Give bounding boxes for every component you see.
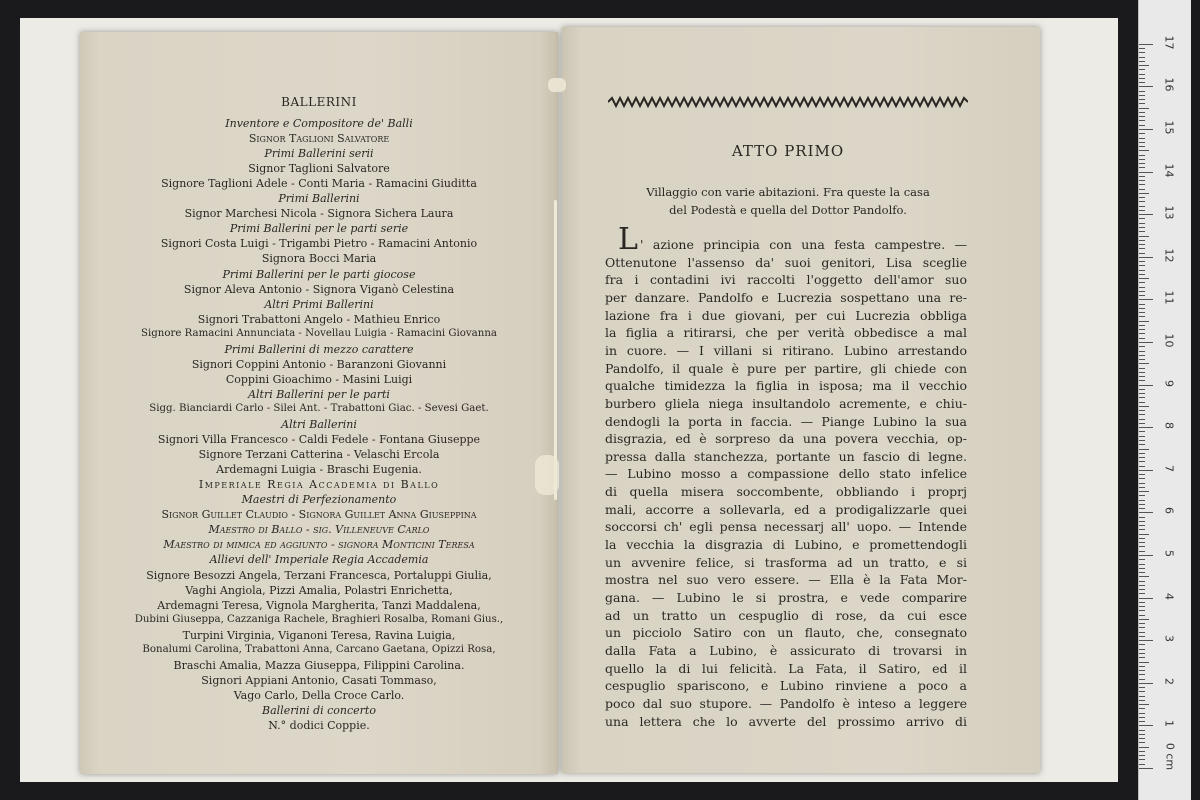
ruler-tick [1139, 551, 1145, 552]
ruler-tick [1139, 615, 1145, 616]
ruler-tick [1139, 155, 1145, 156]
ruler-tick [1139, 48, 1145, 49]
ruler-tick [1139, 644, 1145, 645]
ruler-tick [1139, 321, 1149, 322]
cast-list-line: Primi Ballerini per le parti serie [229, 222, 409, 236]
ruler-tick [1139, 406, 1149, 407]
ruler-tick [1139, 393, 1145, 394]
ruler-label: 15 [1162, 120, 1176, 135]
ruler-tick [1139, 61, 1145, 62]
cast-list-line: Altri Ballerini [281, 418, 357, 431]
ruler-tick [1139, 282, 1145, 283]
ruler-tick [1139, 504, 1145, 505]
ruler-tick [1139, 108, 1149, 109]
body-text-line: ' azione principia con una festa campestre. — [640, 237, 967, 252]
ruler-tick [1139, 368, 1145, 369]
ruler-tick [1139, 529, 1145, 530]
ruler-tick [1139, 218, 1145, 219]
cast-list-line: Signore Taglioni Adele - Conti Maria - Ramacini Giuditta [161, 177, 477, 191]
ruler-tick [1139, 717, 1145, 718]
ruler-tick [1139, 666, 1145, 667]
ruler-tick [1139, 559, 1145, 560]
ruler-tick [1139, 546, 1145, 547]
ruler-label: 12 [1162, 248, 1176, 263]
body-text-line: disgrazia, ed è sorpreso da una povera vecchia, op- [605, 431, 967, 447]
ruler-tick [1139, 74, 1145, 75]
ruler-tick [1139, 474, 1145, 475]
ruler-tick [1139, 167, 1145, 168]
ruler-tick [1139, 253, 1145, 254]
ruler-label: 5 [1162, 550, 1176, 557]
ruler-tick [1139, 274, 1145, 275]
ruler-tick [1139, 730, 1145, 731]
ruler-tick [1139, 440, 1145, 441]
cast-list-line: Altri Ballerini per le parti [248, 387, 390, 401]
ruler-tick [1139, 69, 1145, 70]
body-text-line: Ottenutone l'assenso da' suoi genitori, Lisa sceglie [605, 254, 967, 270]
ruler-tick [1139, 449, 1149, 450]
ruler-tick [1139, 602, 1145, 603]
ruler-tick [1139, 687, 1145, 688]
body-text-line: cespuglio spariscono, e Lubino rinviene a poco a [605, 678, 967, 694]
ruler-tick [1139, 129, 1153, 130]
ruler-tick [1139, 287, 1145, 288]
ruler-tick [1139, 184, 1145, 185]
scene-description-line: Villaggio con varie abitazioni. Fra queste la casa [646, 185, 930, 199]
cast-list-line: Signori Appiani Antonio, Casati Tommaso, [201, 673, 437, 687]
ruler-tick [1139, 742, 1145, 743]
ruler-tick [1139, 738, 1145, 739]
ruler-tick [1139, 389, 1145, 390]
cast-list [80, 0, 558, 800]
cast-list-line: Ardemagni Luigia - Braschi Eugenia. [216, 463, 422, 477]
body-text-line: pressa dalla stanchezza, portante un fascio di legne. [605, 448, 967, 464]
ruler-label: 1 [1162, 720, 1176, 728]
ruler-tick [1139, 610, 1145, 611]
ruler-tick [1139, 436, 1145, 437]
ruler-tick [1139, 751, 1145, 752]
ruler-tick [1139, 180, 1145, 181]
cast-list-line: Inventore e Compositore de' Balli [225, 117, 413, 130]
cast-list-line: Vaghi Angiola, Pizzi Amalia, Polastri Enrichetta, [185, 583, 453, 597]
ruler-tick [1139, 278, 1149, 279]
ruler-tick [1139, 636, 1145, 637]
ruler-tick [1139, 380, 1145, 381]
ruler-tick [1139, 585, 1145, 586]
body-text-line: un picciolo Satiro con un flauto, che, consegnato [605, 625, 967, 641]
ruler-tick [1139, 691, 1145, 692]
cast-list-line: Signora Bocci Maria [261, 252, 377, 266]
ruler-tick [1139, 427, 1153, 428]
act-heading: ATTO PRIMO [731, 142, 845, 160]
ruler-tick [1139, 538, 1145, 539]
body-text-line: una lettera che lo avverte del prossimo arrivo di [605, 713, 967, 729]
ruler-tick [1139, 150, 1149, 151]
ruler-tick [1139, 363, 1149, 364]
ruler-tick [1139, 491, 1149, 492]
ruler-tick [1139, 593, 1145, 594]
cast-list-line: Ballerini di concerto [262, 703, 376, 717]
ruler-tick [1139, 197, 1145, 198]
cast-list-line: Signori Costa Luigi - Trigambi Pietro - Ramacini Antonio [160, 237, 478, 251]
ruler-label: 14 [1162, 163, 1176, 178]
ruler-tick [1139, 338, 1145, 339]
ruler-tick [1139, 721, 1145, 722]
body-text-line: quello la di lui felicità. La Fata, il Satiro, ed il [605, 660, 967, 676]
ruler-tick [1139, 713, 1145, 714]
ruler-tick [1139, 419, 1145, 420]
ruler-tick [1139, 91, 1145, 92]
ruler-tick [1139, 193, 1149, 194]
ruler-label: 4 [1162, 592, 1176, 600]
body-text-line: in cuore. — I villani si ritirano. Lubino arrestando [605, 342, 967, 358]
ruler-tick [1139, 210, 1145, 211]
ruler-tick [1139, 57, 1145, 58]
body-text-line: mali, accorre a sollevarla, ed a prodigalizzarle quei [605, 501, 967, 517]
ruler-tick [1139, 78, 1145, 79]
ruler-tick [1139, 453, 1145, 454]
ruler-tick [1139, 244, 1145, 245]
ruler-tick [1139, 564, 1145, 565]
cast-list-line: N.° dodici Coppie. [268, 719, 370, 732]
ruler-tick [1139, 431, 1145, 432]
cast-list-line: Signor Taglioni Salvatore [248, 162, 390, 176]
ruler-tick [1139, 500, 1145, 501]
ruler-tick [1139, 376, 1145, 377]
cast-list-line: Primi Ballerini per le parti giocose [222, 267, 416, 281]
ruler-tick [1139, 214, 1153, 215]
body-text-line: Pandolfo, il quale è pure per partire, gli chiede con [605, 360, 967, 376]
cast-list-line: Signore Ramacini Annunciata - Novellau Luigia - Ramacini Giovanna [141, 327, 497, 339]
ruler-tick [1139, 517, 1145, 518]
cast-list-line: Ardemagni Teresa, Vignola Margherita, Tanzi Maddalena, [157, 598, 481, 612]
cast-list-line: Vago Carlo, Della Croce Carlo. [233, 688, 405, 702]
ruler-tick [1139, 116, 1145, 117]
ruler-tick [1139, 236, 1149, 237]
ruler-tick [1139, 189, 1145, 190]
ruler-tick [1139, 581, 1145, 582]
ruler-tick [1139, 649, 1145, 650]
ruler-tick [1139, 261, 1145, 262]
ruler-tick [1139, 257, 1153, 258]
ruler-tick [1139, 495, 1145, 496]
ruler-tick [1139, 103, 1145, 104]
ruler-tick [1139, 402, 1145, 403]
ruler-tick [1139, 120, 1145, 121]
ruler-tick [1139, 444, 1145, 445]
ruler-tick [1139, 457, 1145, 458]
ruler-tick [1139, 461, 1145, 462]
cast-list-line: Turpini Virginia, Viganoni Teresa, Ravina Luigia, [182, 628, 456, 642]
cast-list-line: Altri Primi Ballerini [264, 297, 374, 311]
ruler-tick [1139, 679, 1145, 680]
ruler-tick [1139, 359, 1145, 360]
body-text-line: gana. — Lubino le si prostra, e vede comparire [605, 590, 967, 605]
body-text-line: qualche timidezza la figlia in isposa; ma il vecchio [605, 378, 967, 394]
ruler-tick [1139, 708, 1145, 709]
ruler-tick [1139, 99, 1145, 100]
cast-list-line: Maestri di Perfezionamento [241, 493, 397, 507]
ruler-tick [1139, 568, 1145, 569]
ruler-tick [1139, 133, 1145, 134]
ruler-tick [1139, 44, 1153, 45]
ruler-tick [1139, 734, 1145, 735]
ruler-tick [1139, 201, 1145, 202]
ruler-tick [1139, 470, 1153, 471]
ruler-tick [1139, 172, 1153, 173]
cast-list-line: Maestro di Ballo - sig. Villeneuve Carlo [208, 523, 430, 537]
cast-list-line: Signor Taglioni Salvatore [248, 132, 390, 146]
ruler-tick [1139, 351, 1145, 352]
ruler-tick [1139, 329, 1145, 330]
ruler-tick [1139, 619, 1149, 620]
ruler-tick [1139, 95, 1145, 96]
ruler-tick [1139, 355, 1145, 356]
ruler-tick [1139, 483, 1145, 484]
ruler-tick [1139, 146, 1145, 147]
cast-list-line: Primi Ballerini serii [264, 147, 374, 161]
ruler-tick [1139, 308, 1145, 309]
body-text-line: la vecchia la disgrazia di Lubino, e promettendogli [605, 537, 967, 553]
cast-list-title: BALLERINI [281, 95, 357, 109]
cast-list-line: Signori Coppini Antonio - Baranzoni Giovanni [191, 357, 447, 371]
ruler-label: 17 [1162, 35, 1176, 50]
ruler-tick [1139, 542, 1145, 543]
ruler-tick [1139, 325, 1145, 326]
ruler-tick [1139, 372, 1145, 373]
ruler-tick [1139, 670, 1145, 671]
ruler-tick [1139, 725, 1153, 726]
cast-list-line: Allievi dell' Imperiale Regia Accademia [209, 553, 429, 567]
ruler-tick [1139, 397, 1145, 398]
drop-cap: L [618, 222, 638, 257]
body-text-line: la figlia a ritirarsi, che per verità obbedisce a mal [605, 325, 967, 341]
ruler-label: 11 [1162, 290, 1176, 305]
ruler-tick [1139, 206, 1145, 207]
ruler-tick [1139, 759, 1145, 760]
body-text-line: un avvenire felice, si trasforma ad un tratto, e si [605, 554, 967, 570]
ruler-tick [1139, 512, 1153, 513]
ruler-tick [1139, 270, 1145, 271]
ruler-tick [1139, 674, 1145, 675]
ruler-tick [1139, 521, 1145, 522]
ruler-tick [1139, 466, 1145, 467]
ruler-tick [1139, 346, 1145, 347]
ruler-tick [1139, 696, 1145, 697]
cast-list-line: Dubini Giuseppa, Cazzaniga Rachele, Braghieri Rosalba, Romani Gius., [134, 613, 504, 625]
ruler-tick [1139, 478, 1145, 479]
ruler-tick [1139, 768, 1153, 769]
ruler-tick [1139, 138, 1145, 139]
ruler-label: 3 [1162, 635, 1176, 643]
ruler-tick [1139, 700, 1145, 701]
ruler-tick [1139, 555, 1153, 556]
ruler-tick [1139, 755, 1145, 756]
ruler-tick [1139, 662, 1149, 663]
cast-list-line: Signor Marchesi Nicola - Signora Sichera Laura [184, 207, 454, 221]
ruler-tick [1139, 82, 1145, 83]
ruler-tick [1139, 683, 1153, 684]
ruler-label: 2 [1162, 677, 1176, 685]
ruler-tick [1139, 163, 1145, 164]
body-text-line: mostra nel suo vero essere. — Ella è la Fata Mor- [605, 572, 967, 588]
body-text-line: dalla Fata a Lubino, è assicurato di trovarsi in [605, 642, 967, 658]
ruler-tick [1139, 142, 1145, 143]
ruler-tick [1139, 65, 1149, 66]
ruler-tick [1139, 627, 1145, 628]
scale-ruler [1138, 0, 1191, 800]
ruler-tick [1139, 606, 1145, 607]
cast-list-line: Maestro di mimica ed aggiunto - signora Monticini Teresa [163, 538, 475, 552]
ruler-tick [1139, 248, 1145, 249]
ruler-tick [1139, 223, 1145, 224]
ruler-tick [1139, 623, 1145, 624]
ruler-tick [1139, 176, 1145, 177]
cast-list-line: Bonalumi Carolina, Trabattoni Anna, Carcano Gaetana, Opizzi Rosa, [142, 643, 496, 655]
ruler-tick [1139, 525, 1145, 526]
ruler-tick [1139, 159, 1145, 160]
ruler-tick [1139, 423, 1145, 424]
body-text-line: burbero gliela niega insultandolo acremente, e chiu- [605, 395, 967, 411]
ruler-tick [1139, 125, 1145, 126]
body-text-line: soccorsi ch' egli pensa necessarj all' uopo. — Intende [605, 519, 967, 535]
ruler-tick [1139, 333, 1145, 334]
ruler-tick [1139, 240, 1145, 241]
scene-description-line: del Podestà e quella del Dottor Pandolfo. [669, 203, 907, 217]
ruler-tick [1139, 316, 1145, 317]
body-text-line: per danzare. Pandolfo e Lucrezia sospettano una re- [605, 289, 967, 305]
cast-list-line: Signor Guillet Claudio - Signora Guillet Anna Giuseppina [161, 508, 477, 522]
cast-list-line: Imperiale Regia Accademia di Ballo [198, 478, 440, 492]
ruler-tick [1139, 295, 1145, 296]
ruler-tick [1139, 227, 1145, 228]
body-text-line: ad un tratto un cespuglio di rose, da cui esce [605, 607, 967, 623]
body-text-line: poco dal suo stupore. — Pandolfo è inteso a leggere [605, 695, 967, 711]
cast-list-line: Braschi Amalia, Mazza Giuseppa, Filippini Carolina. [173, 658, 465, 672]
ruler-tick [1139, 704, 1149, 705]
body-text-line: di quella misera soccombente, obbliando i proprj [605, 484, 967, 500]
ruler-tick [1139, 304, 1145, 305]
ruler-tick [1139, 112, 1145, 113]
ruler-tick [1139, 86, 1153, 87]
cast-list-line: Signore Besozzi Angela, Terzani Francesca, Portaluppi Giulia, [146, 568, 492, 582]
ruler-tick [1139, 576, 1149, 577]
cast-list-line: Primi Ballerini [278, 192, 360, 206]
ruler-tick [1139, 747, 1149, 748]
ruler-tick [1139, 231, 1145, 232]
body-text-line: dendogli la porta in faccia. — Piange Lubino la sua [605, 413, 967, 429]
ruler-tick [1139, 508, 1145, 509]
ruler-label: 13 [1162, 205, 1176, 220]
ruler-tick [1139, 299, 1153, 300]
ruler-tick [1139, 589, 1145, 590]
ruler-tick [1139, 640, 1153, 641]
cast-list-line: Coppini Gioachimo - Masini Luigi [225, 372, 413, 386]
ruler-tick [1139, 632, 1145, 633]
ruler-label: 9 [1162, 379, 1176, 387]
cast-list-line: Primi Ballerini di mezzo carattere [224, 342, 414, 356]
ruler-tick [1139, 598, 1153, 599]
ruler-label: 6 [1162, 507, 1176, 515]
ruler-tick [1139, 385, 1153, 386]
ruler-tick [1139, 52, 1145, 53]
ruler-tick [1139, 764, 1145, 765]
cast-list-line: Signori Trabattoni Angelo - Mathieu Enrico [197, 312, 441, 326]
ruler-tick [1139, 534, 1149, 535]
cast-list-line: Signore Terzani Catterina - Velaschi Ercola [198, 448, 440, 462]
ruler-label: 10 [1162, 333, 1176, 348]
ruler-label: 0 cm [1163, 742, 1177, 771]
ruler-tick [1139, 572, 1145, 573]
body-text-line: lazione fra i due giovani, per cui Lucrezia obbliga [605, 307, 967, 323]
ruler-tick [1139, 265, 1145, 266]
ruler-tick [1139, 653, 1145, 654]
ornamental-border [608, 96, 968, 108]
ruler-label: 16 [1162, 77, 1176, 92]
cast-list-line: Signor Aleva Antonio - Signora Viganò Celestina [183, 282, 455, 296]
ruler-tick [1139, 657, 1145, 658]
ruler-tick [1139, 291, 1145, 292]
cast-list-line: Signori Villa Francesco - Caldi Fedele - Fontana Giuseppe [157, 433, 481, 447]
ruler-tick [1139, 487, 1145, 488]
body-text-line: fra i contadini ivi raccolti l'oggetto dell'amor suo [605, 272, 967, 288]
cast-list-line: Sigg. Bianciardi Carlo - Silei Ant. - Trabattoni Giac. - Sevesi Gaet. [149, 402, 489, 414]
ruler-tick [1139, 414, 1145, 415]
ruler-label: 7 [1162, 464, 1176, 472]
ruler-tick [1139, 342, 1153, 343]
ruler-tick [1139, 312, 1145, 313]
ruler-tick [1139, 410, 1145, 411]
body-text-line: — Lubino mosso a compassione dello stato infelice [605, 466, 967, 482]
ruler-label: 8 [1162, 422, 1176, 430]
